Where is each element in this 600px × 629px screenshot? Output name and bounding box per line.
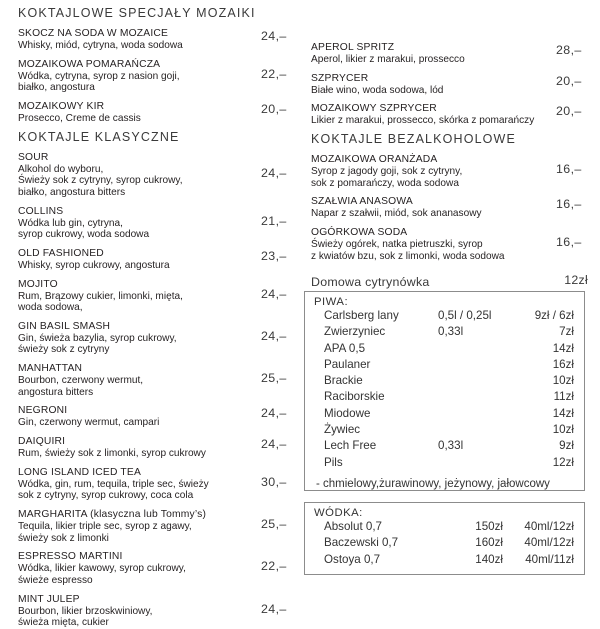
menu-item-margharita-klasyczna-lub-tommy-s	[18, 509, 304, 544]
menu-item-gin-basil-smash	[18, 321, 304, 356]
row-name: Absolut 0,7	[324, 520, 383, 533]
menu-item-price: 20,–	[261, 101, 287, 116]
menu-item-text	[311, 73, 559, 97]
menu-item-negroni	[18, 405, 304, 429]
menu-item-price: 23,–	[261, 248, 287, 263]
menu-item-price: 16,–	[556, 235, 582, 250]
description-line: Napar z szałwii, miód, sok ananasowy	[311, 208, 482, 220]
row-volume: 0,5l / 0,25l	[438, 309, 492, 322]
menu-item-manhattan	[18, 363, 304, 398]
description-line: sok z pomarańczy, woda sodowa	[311, 177, 459, 189]
row-name: Paulaner	[324, 357, 371, 371]
description-line: Tequila, likier triple sec, syrop z agawy,	[18, 521, 192, 533]
row-price: 7zł	[559, 325, 574, 339]
menu-item-description	[18, 113, 254, 125]
price-row-miodowe	[305, 407, 578, 423]
menu-item-name: MOZAIKOWA ORANŻADA	[311, 154, 438, 166]
price-row-lech-free	[305, 439, 578, 455]
menu-line-domowa-cytrynowka	[311, 273, 594, 290]
price-row-zwierzyniec	[305, 325, 578, 341]
menu-item-price: 25,–	[261, 517, 287, 531]
menu-item-mozaikowa-oranzada	[311, 154, 594, 189]
price-row-zywiec	[305, 423, 578, 439]
price-row-raciborskie	[305, 390, 578, 406]
menu-item-description	[18, 291, 254, 314]
menu-item-description	[18, 448, 254, 460]
menu-item-name: OLD FASHIONED	[18, 247, 104, 259]
menu-item-daiquiri	[18, 436, 304, 460]
row-name: Ostoya 0,7	[324, 552, 381, 566]
right-column	[311, 0, 594, 290]
menu-item-text	[18, 467, 254, 502]
menu-item-price: 20,–	[556, 73, 582, 88]
menu-item-price: 28,–	[556, 43, 582, 57]
menu-item-text	[311, 154, 559, 189]
row-name: Baczewski 0,7	[324, 536, 399, 550]
menu-item-text	[18, 551, 254, 586]
menu-item-name: SOUR	[18, 151, 49, 163]
description-line: Świeży sok z cytryny, syrop cukrowy,	[18, 175, 183, 187]
description-line: Syrop z jagody goji, sok z cytryny,	[311, 166, 463, 178]
row-price: 14zł	[552, 406, 574, 420]
row-volume: 140zł	[475, 552, 503, 566]
menu-item-text	[311, 196, 559, 220]
menu-item-text	[311, 103, 559, 127]
menu-item-text	[18, 509, 254, 544]
menu-item-price: 16,–	[556, 162, 582, 177]
beer-row-list	[305, 309, 584, 477]
description-line: świeże espresso	[18, 574, 93, 586]
description-line: Rum, Brązowy cukier, limonki, mięta,	[18, 290, 183, 302]
menu-item-text	[18, 59, 254, 94]
menu-item-name: SKOCZ NA SODA W MOZAICE	[18, 28, 169, 39]
menu-item-name: MANHATTAN	[18, 363, 83, 375]
menu-item-name: MOZAIKOWA POMARAŃCZA	[18, 58, 161, 70]
menu-item-name: MARGHARITA (klasyczna lub Tommy’s)	[18, 509, 207, 520]
menu-item-description	[18, 218, 254, 241]
price-row-brackie	[305, 374, 578, 390]
price-row-apa-0-5	[305, 342, 578, 358]
menu-item-text	[18, 363, 254, 398]
menu-item-name: GIN BASIL SMASH	[18, 320, 111, 332]
menu-item-description	[18, 333, 254, 356]
left-column	[18, 0, 304, 629]
menu-item-price: 21,–	[261, 213, 287, 228]
menu-item-description	[18, 71, 254, 94]
section-header-koktajle-bezalkoholowe: KOKTAJLE BEZALKOHOLOWE	[311, 132, 516, 147]
description-line: Wódka, likier kawowy, syrop cukrowy,	[18, 563, 186, 575]
menu-item-mozaikowy-kir	[18, 101, 304, 125]
line-price: 12zł	[564, 273, 588, 288]
menu-item-description	[311, 239, 559, 262]
menu-item-text	[18, 152, 254, 199]
menu-item-name: MOZAIKOWY SZPRYCER	[311, 103, 437, 115]
section-header-koktajle-klasyczne: KOKTAJLE KLASYCZNE	[18, 129, 180, 144]
description-line: Świeży ogórek, natka pietruszki, syrop	[311, 239, 483, 251]
row-volume: 0,33l	[438, 325, 464, 339]
description-line: Whisky, miód, cytryna, woda sodowa	[18, 40, 183, 52]
menu-item-name: SZAŁWIA ANASOWA	[311, 196, 413, 208]
menu-item-text	[311, 42, 559, 66]
menu-item-long-island-iced-tea	[18, 467, 304, 502]
description-line: białko, angostura	[18, 82, 95, 94]
description-line: Bourbon, likier brzoskwiniowy,	[18, 605, 153, 617]
menu-item-szprycer	[311, 73, 594, 97]
menu-item-description	[311, 208, 559, 220]
menu-item-text	[18, 279, 254, 314]
row-volume: 160zł	[475, 536, 503, 550]
menu-item-mojito	[18, 279, 304, 314]
row-name: Carlsberg lany	[324, 309, 399, 322]
row-name: Lech Free	[324, 439, 377, 453]
row-price: 16zł	[552, 357, 574, 371]
menu-item-description	[18, 375, 254, 398]
menu-item-old-fashioned	[18, 248, 304, 272]
menu-item-price: 22,–	[261, 559, 287, 574]
price-row-ostoya-0-7	[305, 553, 578, 569]
row-volume: 150zł	[475, 520, 503, 533]
vodka-price-box	[304, 502, 585, 575]
menu-item-name: MOJITO	[18, 278, 58, 290]
line-name: Domowa cytrynówka	[311, 275, 430, 290]
menu-item-ogorkowa-soda	[311, 227, 594, 262]
menu-item-name: APEROL SPRITZ	[311, 42, 395, 53]
row-name: Miodowe	[324, 406, 371, 420]
menu-item-name: LONG ISLAND ICED TEA	[18, 466, 141, 478]
row-price: 9zł / 6zł	[534, 309, 574, 322]
description-line: Wódka, gin, rum, tequila, triple sec, świeży	[18, 478, 209, 490]
description-line: Likier z marakui, prossecco, skórka z pomarańczy	[311, 115, 535, 127]
description-line: Alkohol do wyboru,	[18, 163, 104, 175]
description-line: Wódka lub gin, cytryna,	[18, 217, 123, 229]
menu-item-text	[18, 594, 254, 629]
menu-item-mozaikowy-szprycer	[311, 103, 594, 127]
section-header-koktajlowe-specjaly-mozaiki: KOKTAJLOWE SPECJAŁY MOZAIKI	[18, 6, 256, 20]
menu-item-description	[18, 40, 254, 52]
menu-item-name: SZPRYCER	[311, 72, 369, 84]
description-line: Gin, świeża bazylia, syrop cukrowy,	[18, 332, 177, 344]
price-row-paulaner	[305, 358, 578, 374]
menu-item-name: MINT JULEP	[18, 593, 80, 605]
menu-item-text	[18, 248, 254, 272]
description-line: białko, angostura bitters	[18, 186, 126, 198]
menu-item-price: 24,–	[261, 406, 287, 421]
description-line: sok z cytryny, syrop cukrowy, coca cola	[18, 490, 194, 502]
row-price: 10zł	[552, 423, 574, 437]
menu-item-price: 24,–	[261, 29, 287, 43]
menu-item-name: COLLINS	[18, 205, 64, 217]
row-price: 10zł	[552, 374, 574, 388]
description-line: syrop cukrowy, woda sodowa	[18, 229, 150, 241]
row-price: 12zł	[552, 455, 574, 469]
row-volume: 0,33l	[438, 439, 464, 453]
menu-item-aperol-spritz	[311, 42, 594, 66]
row-name: Raciborskie	[324, 390, 385, 404]
beer-box-title: PIWA:	[314, 296, 349, 308]
menu-item-description	[18, 479, 254, 502]
menu-item-description	[18, 563, 254, 586]
description-line: świeży sok z limonki	[18, 532, 109, 544]
menu-item-szalwia-anasowa	[311, 196, 594, 220]
beer-box-note: - chmielowy,żurawinowy, jeżynowy, jałowcowy	[316, 477, 550, 490]
menu-item-price: 24,–	[261, 328, 287, 343]
description-line: świeży sok z cytryny	[18, 344, 110, 356]
menu-item-skocz-na-soda-w-mozaice	[18, 28, 304, 52]
row-name: APA 0,5	[324, 341, 366, 355]
menu-item-name: OGÓRKOWA SODA	[311, 227, 408, 239]
row-price: 14zł	[552, 341, 574, 355]
description-line: Bourbon, czerwony wermut,	[18, 375, 144, 387]
menu-item-description	[18, 417, 254, 429]
menu-item-description	[18, 606, 254, 629]
vodka-row-list	[305, 520, 584, 574]
price-row-baczewski-0-7	[305, 536, 578, 552]
menu-item-price: 24,–	[261, 437, 287, 452]
menu-item-name: DAIQUIRI	[18, 436, 66, 448]
menu-item-price: 24,–	[261, 165, 287, 180]
row-price: 40ml/11zł	[525, 552, 574, 566]
row-price: 40ml/12zł	[524, 536, 574, 550]
menu-item-text	[18, 405, 254, 429]
description-line: Rum, świeży sok z limonki, syrop cukrowy	[18, 448, 206, 460]
menu-item-text	[18, 436, 254, 460]
menu-item-description	[311, 166, 559, 189]
row-price: 40ml/12zł	[524, 520, 574, 533]
description-line: z kwiatów bzu, sok z limonki, woda sodowa	[311, 250, 505, 262]
row-name: Pils	[324, 455, 343, 469]
menu-item-description	[311, 54, 559, 66]
row-name: Zwierzyniec	[324, 325, 386, 339]
menu-item-price: 20,–	[556, 104, 582, 119]
menu-item-price: 22,–	[261, 66, 287, 81]
description-line: Białe wino, woda sodowa, lód	[311, 84, 444, 96]
menu-item-price: 24,–	[261, 601, 287, 616]
price-row-pils	[305, 456, 578, 472]
menu-item-espresso-martini	[18, 551, 304, 586]
menu-item-text	[18, 206, 254, 241]
menu-item-description	[311, 115, 559, 127]
menu-item-mozaikowa-pomarancza	[18, 59, 304, 94]
row-price: 11zł	[553, 390, 574, 404]
description-line: woda sodowa,	[18, 302, 83, 314]
row-price: 9zł	[559, 439, 574, 453]
menu-item-name: NEGRONI	[18, 405, 68, 417]
menu-item-text	[311, 227, 559, 262]
menu-item-text	[18, 28, 254, 52]
description-line: Gin, czerwony wermut, campari	[18, 417, 160, 429]
menu-item-mint-julep	[18, 594, 304, 629]
menu-item-text	[18, 101, 254, 125]
description-line: angostura bitters	[18, 386, 94, 398]
menu-item-text	[18, 321, 254, 356]
menu-item-price: 30,–	[261, 474, 287, 489]
menu-item-collins	[18, 206, 304, 241]
menu-item-price: 25,–	[261, 371, 287, 386]
menu-item-name: MOZAIKOWY KIR	[18, 100, 105, 112]
menu-item-description	[18, 164, 254, 199]
menu-item-description	[18, 260, 254, 272]
menu-item-name: ESPRESSO MARTINI	[18, 551, 123, 563]
menu-item-description	[311, 85, 559, 97]
row-name: Żywiec	[324, 423, 361, 437]
price-row-absolut-0-7	[305, 520, 578, 536]
menu-item-price: 24,–	[261, 286, 287, 301]
price-row-carlsberg-lany	[305, 309, 578, 325]
row-name: Brackie	[324, 374, 363, 388]
description-line: Whisky, syrop cukrowy, angostura	[18, 259, 170, 271]
description-line: Prosecco, Creme de cassis	[18, 113, 141, 125]
beer-price-box	[304, 291, 585, 491]
menu-item-description	[18, 521, 254, 544]
description-line: świeża mięta, cukier	[18, 617, 109, 629]
description-line: Wódka, cytryna, syrop z nasion goji,	[18, 70, 180, 82]
menu-item-price: 16,–	[556, 197, 582, 212]
vodka-box-title: WÓDKA:	[314, 507, 363, 519]
menu-item-sour	[18, 152, 304, 199]
description-line: Aperol, likier z marakui, prossecco	[311, 54, 465, 66]
